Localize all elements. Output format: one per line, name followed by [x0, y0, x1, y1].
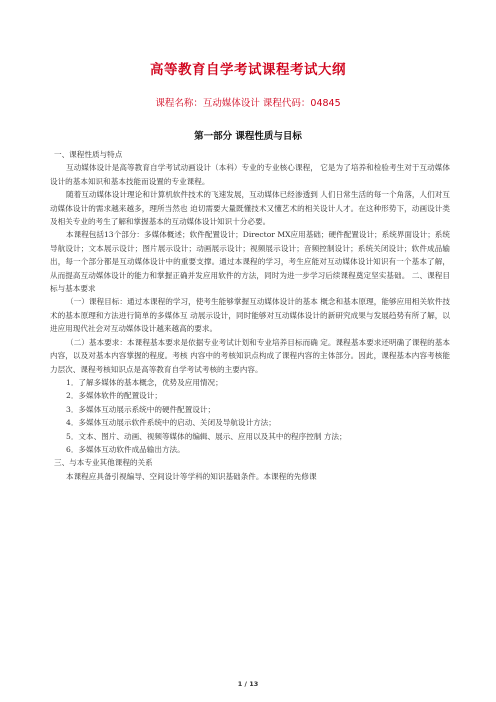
section-heading: 三、与本专业其他课程的关系 [54, 458, 153, 468]
paragraph: 随着互动媒体设计理论和计算机软件技术的飞速发展，互动媒体已经渗透到 人们日常生活的每一个角落，人们对互动媒体设计的需求越来越多，理所当然也 迫切需要大量既懂技术又懂艺术的相关设计人才。在这种形势下，动画设计类及相关专业的考生了解和掌握基本的互动媒体设计知识十分必要。 [50, 190, 450, 227]
list-item: 6．多媒体互动软件成品输出方法。 [66, 444, 185, 454]
list-item: 2．多媒体软件的配置设计； [66, 391, 162, 401]
list-item: 4．多媒体互动展示软件系统中的启动、关闭及导航设计方法； [66, 418, 276, 428]
document-title: 高等教育自学考试课程考试大纲 [150, 62, 346, 78]
document-body [50, 148, 450, 483]
page-number: 1 / 13 [237, 680, 259, 688]
paragraph: （二）基本要求：本课程基本要求是依据专业考试计划和专业培养目标而确 定。课程基本要求还明确了课程的基本内容，以及对基本内容掌握的程度。考核 内容中的考核知识点构成了课程内容的主体部分。因此，课程基本内容考核能力层次、课程考核知识点是高等教育自学考试考核的主要内容。 [50, 337, 450, 374]
paragraph: 互动媒体设计是高等教育自学考试动画设计（本科）专业的专业核心课程， 它是为了培养和检验考生对于互动媒体设计的基本知识和基本技能而设置的专业课程。 [50, 163, 450, 186]
paragraph: （一）课程目标：通过本课程的学习，使考生能够掌握互动媒体设计的基本 概念和基本原理，能够应用相关软件技术的基本原理和方法进行简单的多媒体互 动展示设计，同时能够对互动媒体设计的新研究成果与发展趋势有所了解，以进应用现代社会对互动媒体设计越来越高的要求。 [50, 297, 450, 334]
list-item: 1．了解多媒体的基本概念，优势及应用情况； [66, 377, 223, 387]
list-item: 5．文本、图片、动画、视频等媒体的编辑、展示、应用以及其中的程序控制 方法； [66, 431, 347, 441]
part-heading: 第一部分 课程性质与目标 [194, 131, 302, 142]
course-subtitle: 课程名称：互动媒体设计 课程代码：04845 [155, 98, 341, 109]
section-heading: 一、课程性质与特点 [54, 150, 123, 159]
paragraph: 本课程包括13个部分：多媒体概述；软件配置设计；Director MX应用基础；硬件配置设计；系统界面设计；系统导航设计；文本展示设计；图片展示设计；动画展示设计；视频展示设计；音频控制设计；系统关闭设计；软件成品输出，每一个部分都是互动媒体设计中的重要支撑。通过本课程的学习，考生应能对互动媒体设计知识有一个基本了解，从而提高互动媒体设计的能力和掌握正确并发应用软件的方法，同时为进一步学习后续课程奠定坚实基础。 二、课程目标与基本要求 [50, 230, 450, 294]
list-item: 3．多媒体互动展示系统中的硬件配置设计； [66, 404, 216, 414]
paragraph: 本课程应具备引视编导、空间设计等学科的知识基础条件。本课程的先修课 [66, 471, 317, 481]
